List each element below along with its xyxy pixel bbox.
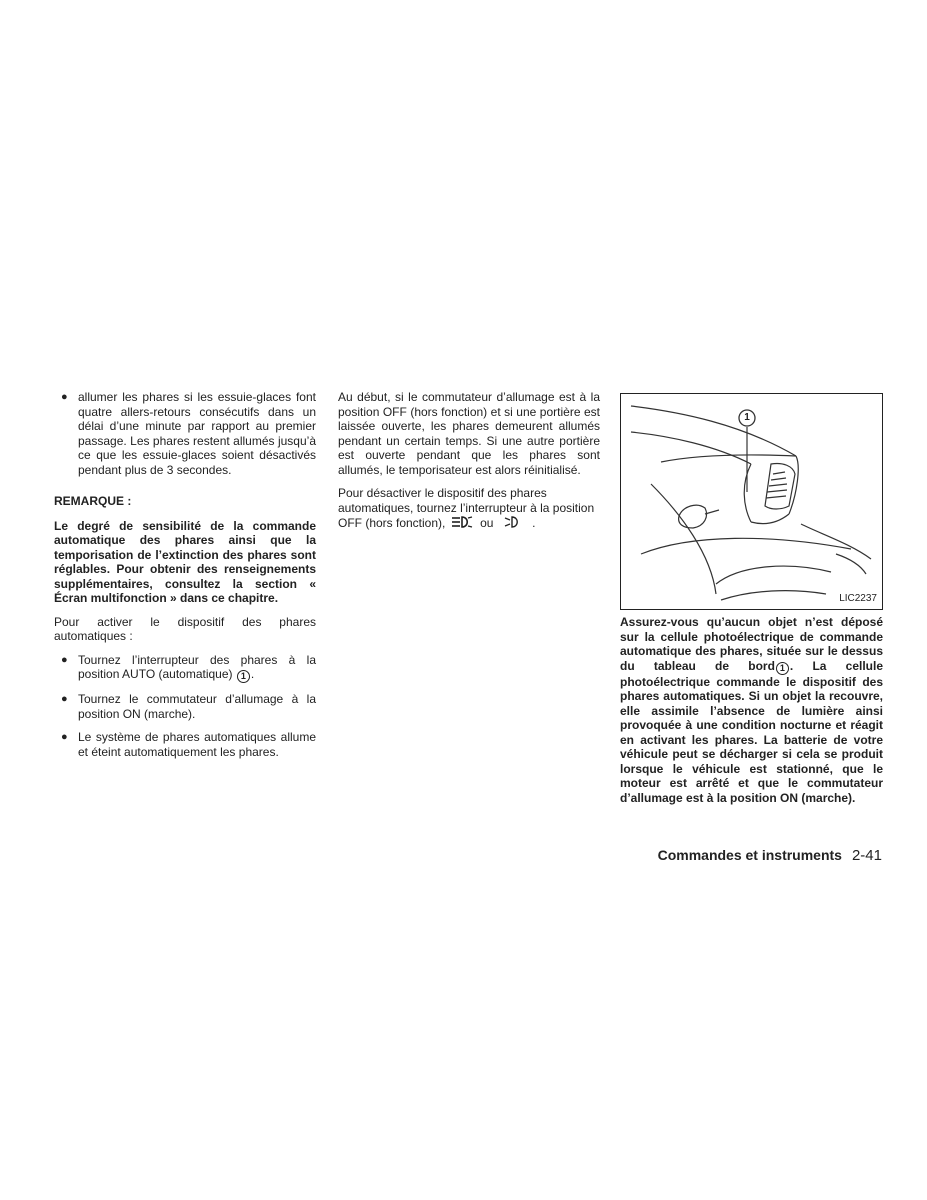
page-footer <box>655 848 882 864</box>
timer-paragraph: Au début, si le commutateur d’allumage est à la position OFF (hors fonction) et si une portière est laissée ouverte, les phares demeurent allumés pendant un certain temps. Si une autre portière est ouverte pendant que les phares sont allumés, le temporisateur est alors réinitialisé. <box>338 390 600 477</box>
list-item-text: Le système de phares automatiques allume et éteint automatiquement les phares. <box>78 730 316 759</box>
list-item-text: allumer les phares si les essuie-glaces font quatre allers-retours consécutifs dans un délai d’une minute par rapport au premier passage. Les phares restent allumés jusqu’à ce que les essuie-glaces soient désactivés pendant plus de 3 secondes. <box>78 390 316 477</box>
figure-callout-label: 1 <box>744 412 750 423</box>
dashboard-sensor-figure <box>620 393 883 610</box>
deactivate-paragraph <box>338 486 600 533</box>
or-text: ou <box>480 516 494 530</box>
caption-text-a: Assurez-vous qu’aucun objet n’est déposé sur la cellule photoélectrique de commande automatique des phares, située sur le dessus du tableau de bord <box>620 615 883 673</box>
end-punct: . <box>532 516 536 530</box>
list-item <box>54 730 316 759</box>
list-item-text: Tournez le commutateur d’allumage à la position ON (marche). <box>78 692 316 721</box>
bullet-dot-icon: ● <box>61 731 68 743</box>
middle-column <box>338 390 600 542</box>
remark-heading: REMARQUE : <box>54 494 132 508</box>
intro-text: Pour activer le dispositif des phares automatiques : <box>54 614 316 643</box>
remark-text: Le degré de sensibilité de la commande automatique des phares ainsi que la temporisation de l’extinction des phares sont réglables. Pour obtenir des renseignements supplémentaires, consultez la section « Écran multifonction » dans ce chapitre. <box>54 518 316 605</box>
headlight-icon <box>449 515 473 533</box>
parking-light-icon <box>503 515 521 533</box>
left-column <box>54 390 316 768</box>
callout-number-icon: 1 <box>776 662 789 675</box>
list-item <box>54 692 316 721</box>
list-item-text: Tournez l’interrupteur des phares à la position AUTO (automatique) <box>78 652 316 681</box>
right-column <box>620 390 883 814</box>
caption-text-b: . La cellule photoélectrique commande le dispositif des phares automatiques. Si un objet la recouvre, elle assimile l’absence de lumière ainsi provoquée à une condition nocturne et réagit en activant les phares. La batterie de votre véhicule peut se décharger si cela se produit lorsque le véhicule est stationné, que le moteur est arrêté et que le commutateur d’allumage est à la position ON (marche). <box>620 658 883 805</box>
callout-number-icon: 1 <box>237 670 250 683</box>
bullet-dot-icon: ● <box>61 391 68 403</box>
list-item <box>54 653 316 684</box>
dashboard-illustration <box>621 394 884 611</box>
figure-code: LIC2237 <box>839 592 877 604</box>
bullet-dot-icon: ● <box>61 653 68 666</box>
list-item-end: . <box>250 667 255 681</box>
deactivate-text: Pour désactiver le dispositif des phares automatiques, tournez l’interrupteur à la position OFF (hors fonction), <box>338 486 595 530</box>
page-number: 2-41 <box>851 847 882 864</box>
bullet-dot-icon: ● <box>61 693 68 705</box>
section-title: Commandes et instruments <box>657 847 842 863</box>
figure-caption <box>620 615 883 805</box>
list-item <box>54 390 316 477</box>
